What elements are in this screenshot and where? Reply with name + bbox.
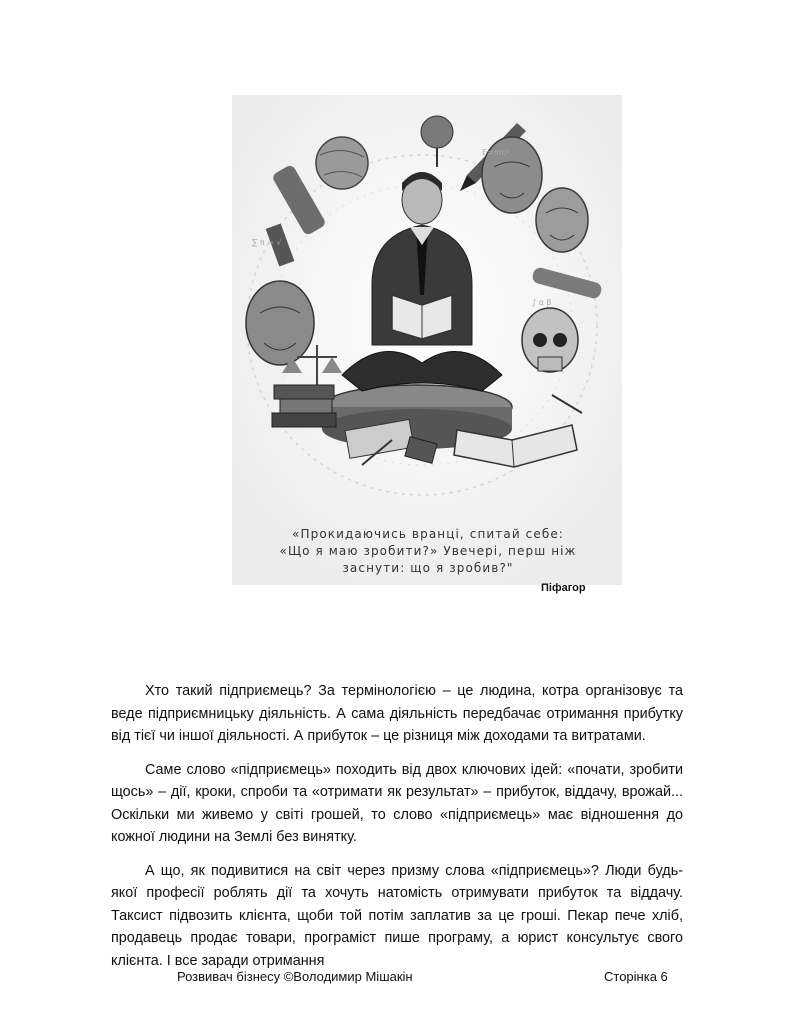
quote-line: «Прокидаючись вранці, спитай себе: <box>292 527 564 541</box>
paragraph: А що, як подивитися на світ через призму слова «підприємець»? Люди будь-якої професії роблять дії та хочуть натомість отримувати прибуток та віддачу. Таксист підвозить клієнта, щоби той потім заплатив за це гроші. Пекар пече хліб, продавець продає товари, програміст пише програму, а юрист консультує свого клієнта. І все заради отримання <box>111 862 683 969</box>
body-text <box>111 680 683 983</box>
svg-text:E=mc²: E=mc² <box>482 148 510 157</box>
epigraph-quote <box>258 526 598 577</box>
man-reading-book-icon <box>232 95 622 585</box>
quote-author: Піфагор <box>541 582 586 594</box>
page-number: Сторінка 6 <box>604 969 668 984</box>
paragraph: Хто такий підприємець? За термінологією – це людина, котра організовує та веде підприємницьку діяльність. А сама діяльність передбачає отримання прибутку від тієї чи іншої діяльності. А прибуток – це різниця між доходами та витратами. <box>111 683 683 744</box>
paragraph: Саме слово «підприємець» походить від двох ключових ідей: «почати, зробити щось» – дії, кроки, спроби та «отримати як результат» – прибуток, віддачу, врожай... Оскільки ми живемо у світі грошей, то слово «підприємець» має відношення до кожної людини на Землі без винятку. <box>111 761 683 845</box>
svg-text:∫ α β: ∫ α β <box>532 298 552 307</box>
footer-author: Розвивач бізнесу ©Володимир Мішакін <box>177 969 413 984</box>
quote-line: «Що я маю зробити?» Увечері, перш ніж <box>279 544 577 558</box>
illustration <box>232 95 622 585</box>
svg-text:∑ π ∞ √: ∑ π ∞ √ <box>252 238 282 247</box>
quote-line: заснути: що я зробив?" <box>342 561 514 575</box>
